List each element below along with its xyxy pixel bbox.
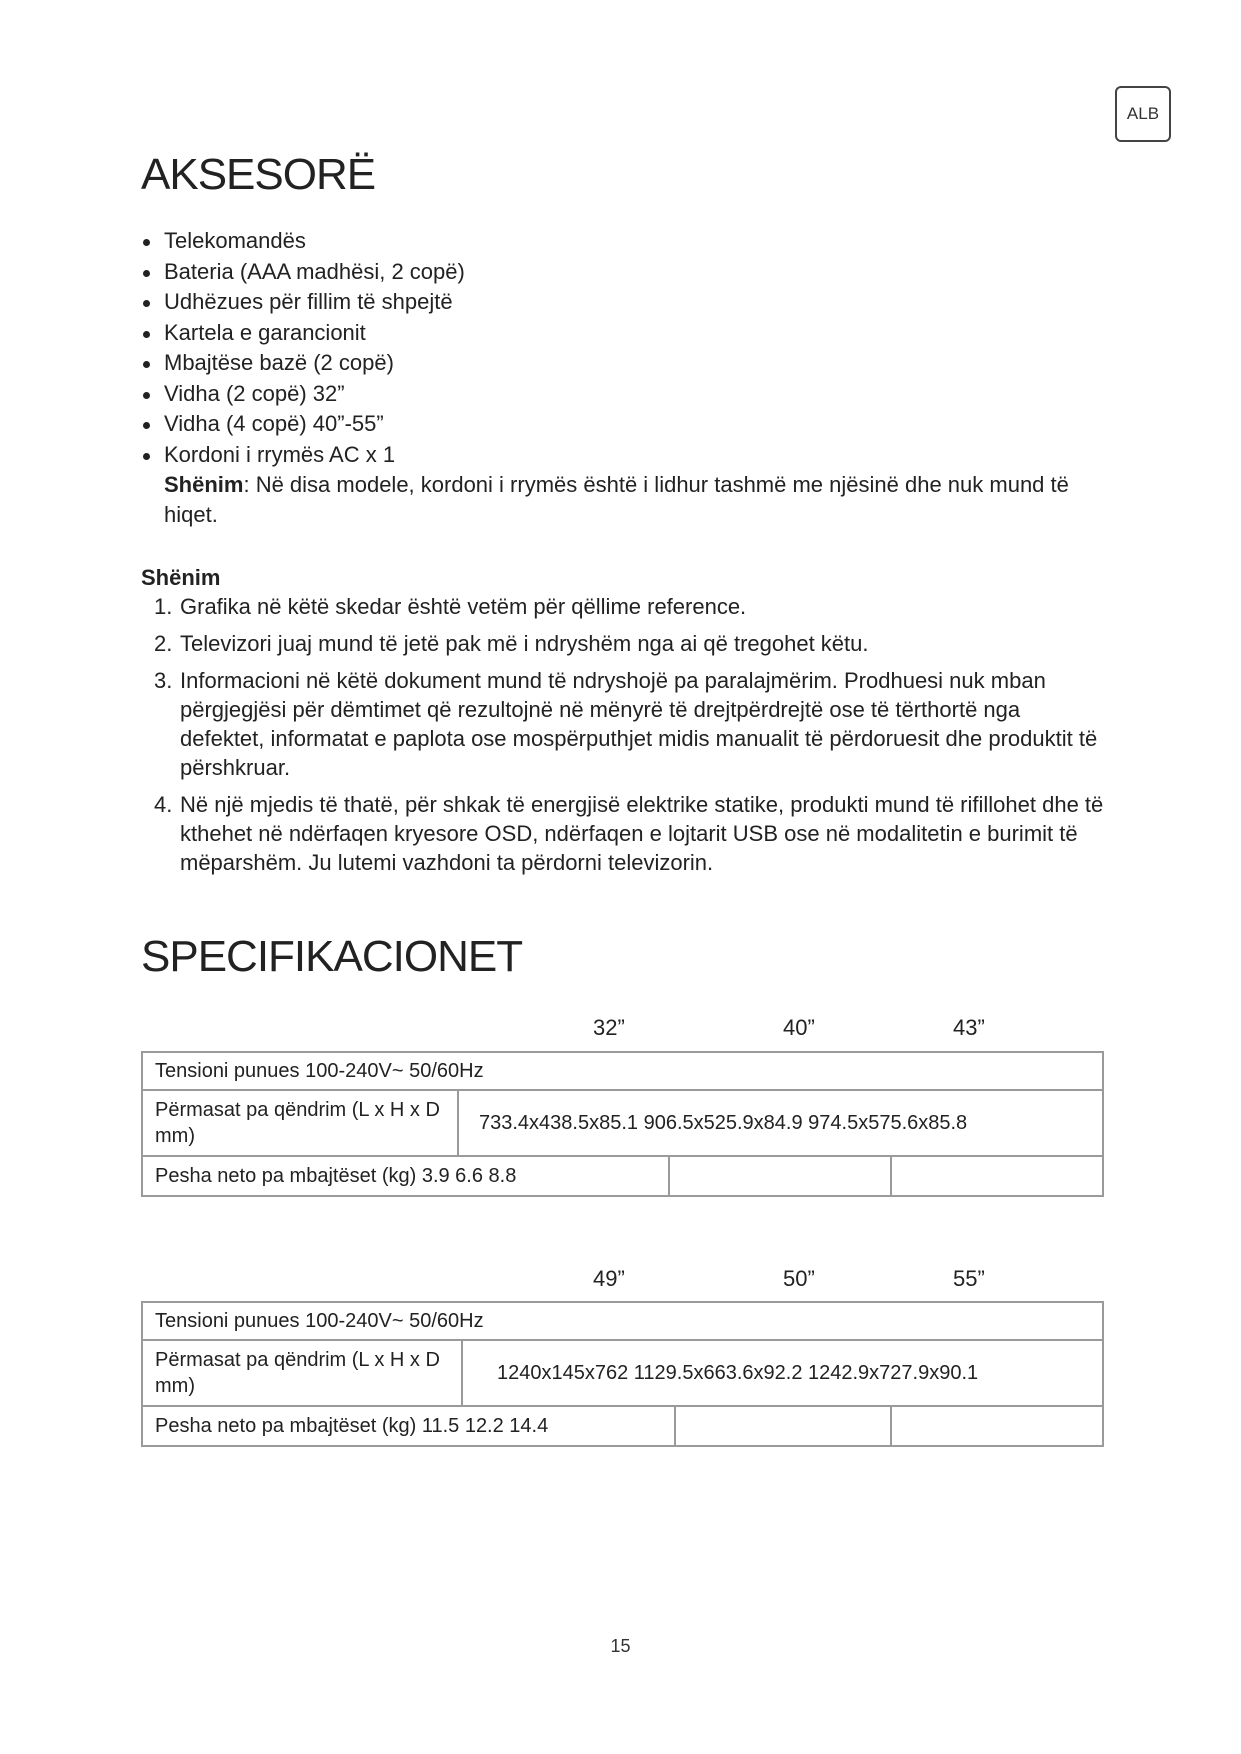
note-number: 4.	[154, 792, 173, 817]
dimensions-label: Përmasat pa qëndrim (L x H x D mm)	[142, 1090, 458, 1156]
note-text: Në një mjedis të thatë, për shkak të energjisë elektrike statike, produkti mund të rifillohet dhe të kthehet në ndërfaqen kryesore OSD, ndërfaqen e lojtarit USB ose në modalitetin e burimit të mëparshëm. Ju lutemi vazhdoni ta përdorni televizorin.	[180, 792, 1104, 875]
note-number: 3.	[154, 668, 173, 693]
list-item	[154, 592, 1104, 621]
language-badge: ALB	[1115, 86, 1171, 142]
empty-cell	[675, 1406, 891, 1446]
specifications-title: SPECIFIKACIONET	[141, 932, 523, 981]
empty-cell	[669, 1156, 891, 1196]
voltage-cell: Tensioni punues 100-240V~ 50/60Hz	[142, 1302, 1103, 1340]
note-text: Grafika në këtë skedar është vetëm për qëllime reference.	[180, 594, 747, 619]
notes-list	[154, 592, 1104, 885]
list-item	[154, 666, 1104, 782]
list-item: Kordoni i rrymës AC x 1	[141, 440, 1101, 471]
table-row	[142, 1302, 1103, 1340]
list-item	[154, 629, 1104, 658]
spec-table	[141, 1301, 1104, 1447]
table-row	[142, 1156, 1103, 1196]
empty-cell	[891, 1156, 1103, 1196]
list-item: Mbajtëse bazë (2 copë)	[141, 348, 1101, 379]
table-row	[142, 1090, 1103, 1156]
size-header: 49”	[593, 1266, 625, 1291]
size-header: 50”	[783, 1266, 815, 1291]
list-item: Udhëzues për fillim të shpejtë	[141, 287, 1101, 318]
size-header: 32”	[593, 1015, 625, 1040]
spec-table	[141, 1051, 1104, 1197]
note-number: 2.	[154, 631, 173, 656]
accessories-list	[141, 226, 1101, 470]
list-item: Vidha (2 copë) 32”	[141, 379, 1101, 410]
note-text: Televizori juaj mund të jetë pak më i ndryshëm nga ai që tregohet këtu.	[180, 631, 869, 656]
list-item	[154, 790, 1104, 877]
size-header: 43”	[953, 1015, 985, 1040]
list-item: Vidha (4 copë) 40”-55”	[141, 409, 1101, 440]
weight-cell: Pesha neto pa mbajtëset (kg) 3.9 6.6 8.8	[142, 1156, 669, 1196]
dimensions-label: Përmasat pa qëndrim (L x H x D mm)	[142, 1340, 462, 1406]
note-number: 1.	[154, 594, 173, 619]
voltage-cell: Tensioni punues 100-240V~ 50/60Hz	[142, 1052, 1103, 1090]
dimensions-values: 733.4x438.5x85.1 906.5x525.9x84.9 974.5x575.6x85.8	[458, 1090, 1103, 1156]
accessories-note	[164, 470, 1104, 530]
table-row	[142, 1406, 1103, 1446]
weight-cell: Pesha neto pa mbajtëset (kg) 11.5 12.2 14.4	[142, 1406, 675, 1446]
notes-heading: Shënim	[141, 565, 221, 590]
dimensions-values: 1240x145x762 1129.5x663.6x92.2 1242.9x727.9x90.1	[462, 1340, 1103, 1406]
size-header: 55”	[953, 1266, 985, 1291]
list-item: Telekomandës	[141, 226, 1101, 257]
list-item: Kartela e garancionit	[141, 318, 1101, 349]
size-header: 40”	[783, 1015, 815, 1040]
accessories-title: AKSESORË	[141, 150, 376, 199]
table-row	[142, 1052, 1103, 1090]
accessories-note-text: : Në disa modele, kordoni i rrymës është i lidhur tashmë me njësinë dhe nuk mund të hiqet.	[164, 472, 1069, 527]
table-row	[142, 1340, 1103, 1406]
empty-cell	[891, 1406, 1103, 1446]
accessories-note-label: Shënim	[164, 472, 244, 497]
list-item: Bateria (AAA madhësi, 2 copë)	[141, 257, 1101, 288]
note-text: Informacioni në këtë dokument mund të ndryshojë pa paralajmërim. Prodhuesi nuk mban përgjegjësi për dëmtimet që rezultojnë në mënyrë të drejtpërdrejtë ose të tërthortë nga defektet, informatat e paplota ose mospërputhjet midis manualit të përdoruesit dhe produktit të përshkruar.	[180, 668, 1098, 780]
page-number: 15	[610, 1636, 631, 1656]
